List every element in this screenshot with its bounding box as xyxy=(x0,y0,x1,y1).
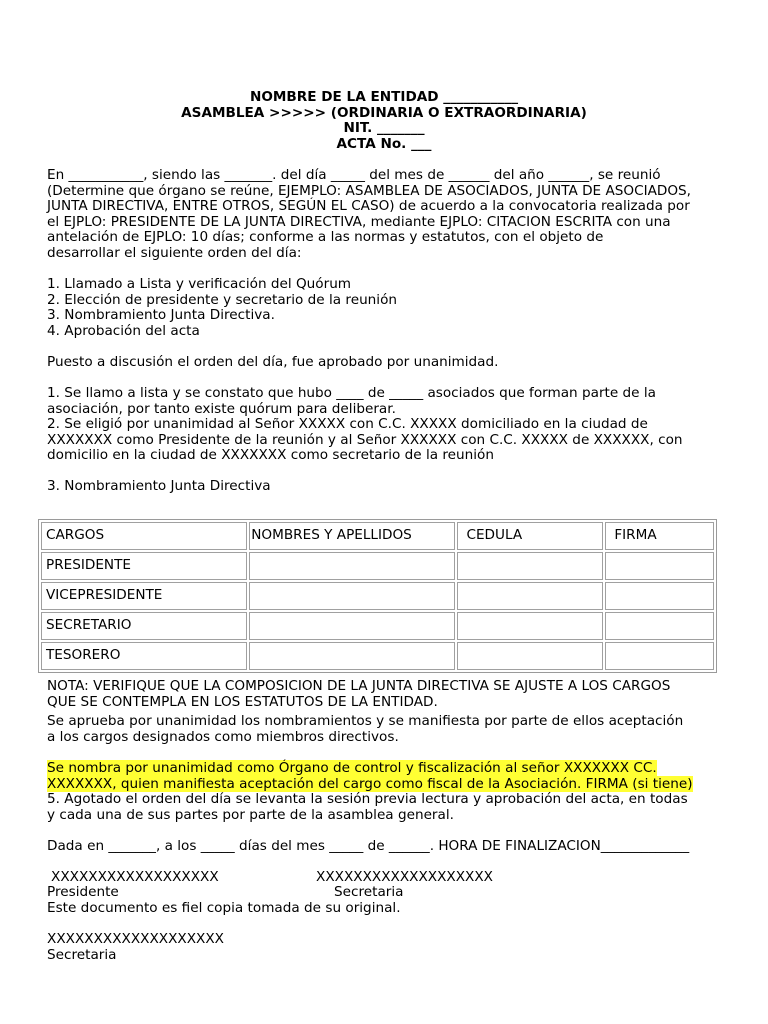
intro-line: En ___________, siendo las _______. del día _____ del mes de ______ del año ______, se reunió xyxy=(47,167,661,183)
cedula-cell[interactable] xyxy=(457,552,603,580)
nit-line: NIT. _______ xyxy=(343,120,425,137)
cedula-cell[interactable] xyxy=(457,582,603,610)
name-cell[interactable] xyxy=(249,612,455,640)
highlighted-text: XXXXXXX, quien manifiesta aceptación del cargo como fiscal de la Asociación. FIRMA (si tiene) xyxy=(47,775,693,792)
officers-table xyxy=(38,519,717,673)
nota-paragraph: NOTA: VERIFIQUE QUE LA COMPOSICION DE LA JUNTA DIRECTIVA SE AJUSTE A LOS CARGOS QUE SE CONTEMPLA EN LOS ESTATUTOS DE LA ENTIDAD. xyxy=(47,678,671,710)
intro-line: el EJPLO: PRESIDENTE DE LA JUNTA DIRECTIVA, mediante EJPLO: CITACION ESCRITA con una xyxy=(47,213,671,230)
point-line: XXXXXXX como Presidente de la reunión y al Señor XXXXXX con C.C. XXXXX de XXXXXX, con xyxy=(47,431,683,448)
firma-cell[interactable] xyxy=(605,642,714,670)
agenda-approval: Puesto a discusión el orden del día, fue aprobado por unanimidad. xyxy=(47,354,499,370)
firma-cell[interactable] xyxy=(605,612,714,640)
copy-note: Este documento es fiel copia tomada de su original. xyxy=(47,900,401,916)
cargo-cell: PRESIDENTE xyxy=(41,552,247,580)
agenda-item: 4. Aprobación del acta xyxy=(47,322,200,339)
header-cedula: CEDULA xyxy=(457,522,603,550)
header-firma: FIRMA xyxy=(605,522,714,550)
acta-number-line: ACTA No. ___ xyxy=(336,135,432,152)
table-row xyxy=(41,582,714,610)
header-cargos: CARGOS xyxy=(41,522,247,550)
table-row xyxy=(41,552,714,580)
intro-paragraph xyxy=(47,168,727,262)
secretary-role: Secretaria xyxy=(334,884,404,900)
cedula-cell[interactable] xyxy=(457,642,603,670)
bottom-role: Secretaria xyxy=(47,947,117,963)
intro-line: (Determine que órgano se reúne, EJEMPLO: ASAMBLEA DE ASOCIADOS, JUNTA DE ASOCIADOS, xyxy=(47,182,692,199)
entity-name-line: NOMBRE DE LA ENTIDAD ___________ xyxy=(249,89,519,105)
intro-line: antelación de EJPLO: 10 días; conforme a las normas y estatutos, con el objeto de xyxy=(47,229,604,246)
agenda-list xyxy=(47,277,727,339)
secretary-signature-name: XXXXXXXXXXXXXXXXXXX xyxy=(316,869,493,885)
cargo-cell: TESORERO xyxy=(41,642,247,670)
cargo-cell: SECRETARIO xyxy=(41,612,247,640)
header-nombres: NOMBRES Y APELLIDOS xyxy=(249,522,455,550)
agenda-item: 2. Elección de presidente y secretario de la reunión xyxy=(47,291,398,308)
point-line: asociación, por tanto existe quórum para deliberar. xyxy=(47,400,396,417)
point-line: domicilio en la ciudad de XXXXXXX como secretario de la reunión xyxy=(47,447,494,464)
approves-paragraph: Se aprueba por unanimidad los nombramientos y se manifiesta por parte de ellos aceptación a los cargos designados como miembros directivos. xyxy=(47,713,684,745)
name-cell[interactable] xyxy=(249,642,455,670)
agenda-item: 3. Nombramiento Junta Directiva. xyxy=(47,307,275,324)
name-cell[interactable] xyxy=(249,552,455,580)
table-row xyxy=(41,612,714,640)
table-row xyxy=(41,642,714,670)
intro-line: desarrollar el siguiente orden del día: xyxy=(47,244,302,261)
bottom-signature-name: XXXXXXXXXXXXXXXXXXX xyxy=(47,931,224,947)
assembly-type-line: ASAMBLEA >>>>> (ORDINARIA O EXTRAORDINARIA) xyxy=(181,104,587,121)
fiscal-paragraph: Se nombra por unanimidad como Órgano de control y fiscalización al señor XXXXXXX CC. XXXXXXX, quien manifiesta aceptación del cargo como fiscal de la Asociación. FIRMA (si tiene) 5. Agotado el orden del día se levanta la sesión previa lectura y aprobación del acta, en todas y cada una de sus partes por parte de la asamblea general. xyxy=(47,760,693,823)
highlighted-text: Se nombra por unanimidad como Órgano de control y fiscalización al señor XXXXXXX CC. xyxy=(47,760,657,776)
president-role: Presidente xyxy=(47,884,119,900)
cedula-cell[interactable] xyxy=(457,612,603,640)
firma-cell[interactable] xyxy=(605,582,714,610)
agenda-item: 1. Llamado a Lista y verificación del Quórum xyxy=(47,276,352,292)
dada-line: Dada en _______, a los _____ días del mes _____ de ______. HORA DE FINALIZACION_____________ xyxy=(47,838,690,854)
cargo-cell: VICEPRESIDENTE xyxy=(41,582,247,610)
point3-heading: 3. Nombramiento Junta Directiva xyxy=(47,478,271,494)
point-line: 2. Se eligió por unanimidad al Señor XXXXX con C.C. XXXXX domiciliado en la ciudad de xyxy=(47,416,648,433)
president-signature-name: XXXXXXXXXXXXXXXXXX xyxy=(51,869,219,885)
points-paragraph xyxy=(47,386,727,464)
firma-cell[interactable] xyxy=(605,552,714,580)
point-line: 1. Se llamo a lista y se constato que hubo ____ de _____ asociados que forman parte de la xyxy=(47,385,656,401)
table-header-row xyxy=(41,522,714,550)
intro-line: JUNTA DIRECTIVA, ENTRE OTROS, SEGÚN EL CASO) de acuerdo a la convocatoria realizada por xyxy=(47,198,690,215)
name-cell[interactable] xyxy=(249,582,455,610)
document-header xyxy=(0,90,768,152)
